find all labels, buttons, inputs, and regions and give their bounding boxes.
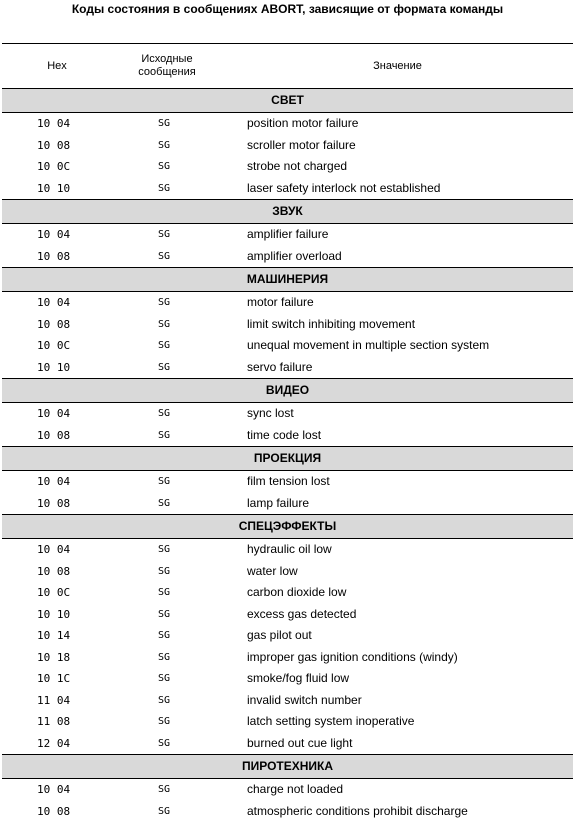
source-cell: SG bbox=[158, 497, 171, 509]
meaning-cell: motor failure bbox=[247, 295, 314, 309]
section-header: ПИРОТЕХНИКА bbox=[2, 755, 573, 779]
source-cell: SG bbox=[158, 408, 171, 419]
table-row bbox=[2, 604, 573, 626]
section-block bbox=[2, 447, 573, 515]
section-block bbox=[2, 268, 573, 379]
table-row bbox=[2, 292, 573, 314]
hex-code-cell: 10 04 bbox=[37, 117, 71, 130]
source-cell: SG bbox=[158, 229, 171, 240]
source-cell: SG bbox=[158, 651, 171, 663]
hex-code-cell: 10 08 bbox=[37, 496, 71, 510]
source-cell: SG bbox=[158, 139, 171, 151]
meaning-cell: position motor failure bbox=[247, 116, 359, 130]
source-cell: SG bbox=[158, 587, 171, 598]
table-row bbox=[2, 801, 573, 823]
section-block bbox=[2, 515, 573, 755]
table-row bbox=[2, 647, 573, 669]
hex-code-cell: 10 08 bbox=[37, 428, 71, 442]
source-cell: SG bbox=[158, 476, 171, 487]
table-row bbox=[2, 582, 573, 604]
meaning-cell: scroller motor failure bbox=[247, 137, 356, 152]
meaning-cell: lamp failure bbox=[247, 495, 310, 510]
meaning-cell: unequal movement in multiple section system bbox=[247, 338, 490, 352]
table-row bbox=[2, 668, 573, 690]
source-cell: SG bbox=[158, 182, 171, 194]
table-row bbox=[2, 178, 573, 200]
hex-code-cell: 10 04 bbox=[37, 783, 71, 796]
hex-code-cell: 10 04 bbox=[37, 407, 71, 420]
source-cell: SG bbox=[158, 673, 171, 684]
source-cell: SG bbox=[158, 716, 171, 727]
source-cell: SG bbox=[158, 737, 171, 749]
hex-code-cell: 10 08 bbox=[37, 138, 71, 152]
meaning-cell: charge not loaded bbox=[247, 782, 344, 796]
hex-code-cell: 11 08 bbox=[37, 715, 71, 728]
source-cell: SG bbox=[158, 429, 171, 441]
hex-code-cell: 10 10 bbox=[37, 607, 71, 621]
meaning-cell: smoke/fog fluid low bbox=[247, 671, 350, 685]
source-cell: SG bbox=[158, 361, 171, 373]
table-row bbox=[2, 135, 573, 157]
meaning-cell: limit switch inhibiting movement bbox=[247, 316, 416, 331]
section-header: ЗВУК bbox=[2, 200, 573, 224]
source-cell: SG bbox=[158, 340, 171, 351]
meaning-cell: water low bbox=[247, 563, 298, 578]
table-row bbox=[2, 711, 573, 733]
meaning-cell: invalid switch number bbox=[247, 692, 362, 707]
table-row bbox=[2, 493, 573, 515]
meaning-cell: amplifier failure bbox=[247, 227, 329, 241]
hex-code-cell: 10 04 bbox=[37, 228, 71, 241]
hex-code-cell: 10 1C bbox=[37, 672, 71, 685]
meaning-cell: excess gas detected bbox=[247, 606, 357, 621]
source-cell: SG bbox=[158, 784, 171, 795]
meaning-cell: amplifier overload bbox=[247, 248, 342, 263]
hex-code-cell: 12 04 bbox=[37, 736, 71, 750]
section-header: ПРОЕКЦИЯ bbox=[2, 447, 573, 471]
source-cell: SG bbox=[158, 608, 171, 620]
hex-code-cell: 10 08 bbox=[37, 249, 71, 263]
source-cell: SG bbox=[158, 544, 171, 555]
source-cell: SG bbox=[158, 694, 171, 706]
meaning-cell: gas pilot out bbox=[247, 628, 312, 642]
table-row bbox=[2, 733, 573, 755]
source-cell: SG bbox=[158, 630, 171, 641]
source-cell: SG bbox=[158, 161, 171, 172]
section-header: СВЕТ bbox=[2, 89, 573, 113]
section-header: ВИДЕО bbox=[2, 379, 573, 403]
hex-code-cell: 11 04 bbox=[37, 693, 71, 707]
table-row bbox=[2, 335, 573, 357]
hex-code-cell: 10 18 bbox=[37, 650, 71, 664]
meaning-cell: carbon dioxide low bbox=[247, 585, 347, 599]
section-header: СПЕЦЭФФЕКТЫ bbox=[2, 515, 573, 539]
table-row bbox=[2, 471, 573, 493]
meaning-cell: laser safety interlock not established bbox=[247, 180, 441, 195]
table-row bbox=[2, 246, 573, 268]
hex-code-cell: 10 04 bbox=[37, 543, 71, 556]
table-row bbox=[2, 425, 573, 447]
hex-code-cell: 10 08 bbox=[37, 564, 71, 578]
page-title: Коды состояния в сообщениях ABORT, зависящие от формата команды bbox=[71, 2, 504, 16]
hex-code-cell: 10 04 bbox=[37, 475, 71, 488]
hex-code-cell: 10 08 bbox=[37, 804, 71, 818]
source-cell: SG bbox=[158, 297, 171, 308]
header-hex: Hex bbox=[47, 59, 67, 72]
section-header: МАШИНЕРИЯ bbox=[2, 268, 573, 292]
table-body bbox=[2, 89, 573, 822]
meaning-cell: sync lost bbox=[247, 406, 294, 420]
table-row bbox=[2, 690, 573, 712]
table-row bbox=[2, 314, 573, 336]
section-block bbox=[2, 379, 573, 447]
table-row bbox=[2, 403, 573, 425]
hex-code-cell: 10 10 bbox=[37, 360, 71, 374]
abort-codes-table bbox=[2, 43, 573, 822]
meaning-cell: time code lost bbox=[247, 427, 322, 442]
table-row bbox=[2, 113, 573, 135]
hex-code-cell: 10 0C bbox=[37, 586, 71, 599]
source-cell: SG bbox=[158, 565, 171, 577]
meaning-cell: servo failure bbox=[247, 359, 313, 374]
table-row bbox=[2, 625, 573, 647]
meaning-cell: strobe not charged bbox=[247, 159, 348, 173]
table-row bbox=[2, 561, 573, 583]
hex-code-cell: 10 0C bbox=[37, 160, 71, 173]
header-source: Исходные сообщения bbox=[138, 53, 196, 78]
section-block bbox=[2, 200, 573, 268]
source-cell: SG bbox=[158, 318, 171, 330]
hex-code-cell: 10 14 bbox=[37, 629, 71, 642]
meaning-cell: burned out cue light bbox=[247, 735, 353, 750]
meaning-cell: hydraulic oil low bbox=[247, 542, 332, 556]
source-cell: SG bbox=[158, 805, 171, 817]
section-block bbox=[2, 755, 573, 822]
table-row bbox=[2, 779, 573, 801]
header-meaning: Значение bbox=[373, 59, 422, 72]
meaning-cell: latch setting system inoperative bbox=[247, 714, 415, 728]
table-row bbox=[2, 357, 573, 379]
source-cell: SG bbox=[158, 118, 171, 129]
hex-code-cell: 10 0C bbox=[37, 339, 71, 352]
table-row bbox=[2, 156, 573, 178]
meaning-cell: film tension lost bbox=[247, 474, 330, 488]
table-header bbox=[2, 43, 573, 89]
meaning-cell: atmospheric conditions prohibit discharge bbox=[247, 803, 468, 818]
table-row bbox=[2, 539, 573, 561]
section-block bbox=[2, 89, 573, 200]
hex-code-cell: 10 04 bbox=[37, 296, 71, 309]
hex-code-cell: 10 08 bbox=[37, 317, 71, 331]
table-row bbox=[2, 224, 573, 246]
source-cell: SG bbox=[158, 250, 171, 262]
hex-code-cell: 10 10 bbox=[37, 181, 71, 195]
meaning-cell: improper gas ignition conditions (windy) bbox=[247, 649, 458, 664]
